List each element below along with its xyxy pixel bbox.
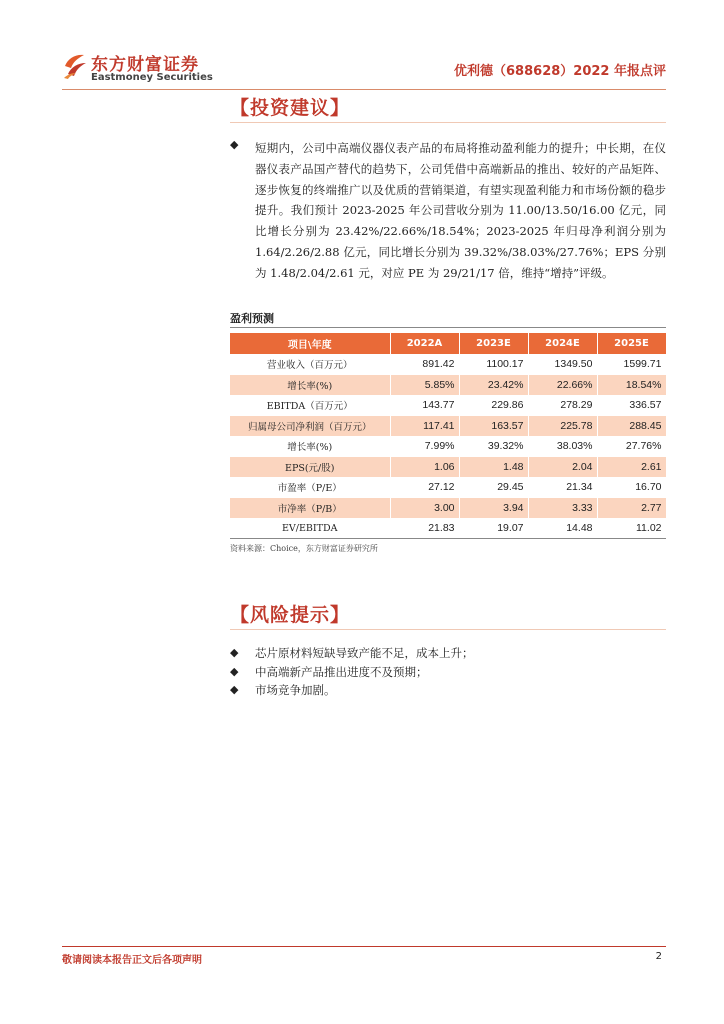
table-cell: 278.29: [528, 395, 597, 416]
investment-paragraph: 短期内，公司中高端仪器仪表产品的布局将推动盈利能力的提升；中长期，在仪器仪表产品国产替代的趋势下，公司凭借中高端新品的推出、较好的产品矩阵、逐步恢复的终端推广以及优质的营销渠道，有望实现盈利能力和市场份额的稳步提升。我们预计 2023-2025 年公司营收分别为 11.00/13.50/16.00 亿元，同比增长分别为 23.42%/22.66%/18.54%；2023-2025 年归母净利润分别为 1.64/2.26/2.88 亿元，同比增长分别为 39.32%/38.03%/27.76%；EPS 分别为 1.48/2.04/2.61 元，对应 PE 为 29/21/17 倍，维持“增持”评级。: [255, 141, 666, 280]
table-row: [230, 354, 666, 375]
brand-logo: [62, 48, 212, 88]
table-row: [230, 477, 666, 498]
table-cell: 19.07: [459, 518, 528, 539]
disclaimer-note: 敬请阅读本报告正文后各项声明: [62, 955, 202, 966]
list-item: [230, 663, 666, 682]
table-cell: 2.04: [528, 457, 597, 478]
header-divider: [62, 89, 666, 90]
table-cell: 14.48: [528, 518, 597, 539]
table-row: [230, 498, 666, 519]
table-cell: 27.12: [390, 477, 459, 498]
table-cell: 163.57: [459, 416, 528, 437]
eastmoney-logo-icon: [62, 52, 88, 80]
row-label: EPS(元/股): [230, 457, 390, 478]
table-bottom-divider: [230, 538, 666, 539]
column-header: 2025E: [597, 333, 666, 354]
table-cell: 3.94: [459, 498, 528, 519]
table-cell: 29.45: [459, 477, 528, 498]
table-cell: 1.06: [390, 457, 459, 478]
risk-item-text: 芯片原材料短缺导致产能不足，成本上升；: [255, 646, 474, 660]
table-cell: 27.76%: [597, 436, 666, 457]
table-cell: 2.77: [597, 498, 666, 519]
table-cell: 38.03%: [528, 436, 597, 457]
table-cell: 117.41: [390, 416, 459, 437]
row-label: 增长率(%): [230, 375, 390, 396]
forecast-table-caption: 盈利预测: [230, 312, 274, 325]
investment-section-divider: [230, 122, 666, 123]
table-top-divider: [230, 327, 666, 328]
table-row: [230, 395, 666, 416]
table-row: [230, 375, 666, 396]
row-label: 市净率（P/B）: [230, 498, 390, 519]
column-header: 2023E: [459, 333, 528, 354]
table-cell: 16.70: [597, 477, 666, 498]
table-cell: 39.32%: [459, 436, 528, 457]
brand-name-cn: 东方财富证券: [91, 55, 199, 75]
table-cell: 288.45: [597, 416, 666, 437]
row-label: 营业收入（百万元）: [230, 354, 390, 375]
row-label: EV/EBITDA: [230, 518, 390, 539]
table-cell: 23.42%: [459, 375, 528, 396]
table-cell: 21.34: [528, 477, 597, 498]
forecast-table: [230, 333, 667, 539]
column-header: 2024E: [528, 333, 597, 354]
risk-section-divider: [230, 629, 666, 630]
table-cell: 1349.50: [528, 354, 597, 375]
table-header-row: [230, 333, 666, 354]
risk-section-title: 【风险提示】: [230, 604, 351, 626]
list-item: [230, 644, 666, 663]
table-cell: 11.02: [597, 518, 666, 539]
table-source-note: 资料来源：Choice，东方财富证券研究所: [230, 544, 378, 553]
table-cell: 2.61: [597, 457, 666, 478]
investment-section-title: 【投资建议】: [230, 97, 351, 119]
table-cell: 21.83: [390, 518, 459, 539]
table-cell: 891.42: [390, 354, 459, 375]
table-cell: 3.00: [390, 498, 459, 519]
row-label: 市盈率（P/E）: [230, 477, 390, 498]
column-header: 2022A: [390, 333, 459, 354]
table-cell: 1100.17: [459, 354, 528, 375]
table-cell: 18.54%: [597, 375, 666, 396]
table-cell: 1.48: [459, 457, 528, 478]
table-cell: 22.66%: [528, 375, 597, 396]
row-label: 增长率(%): [230, 436, 390, 457]
list-item: [230, 681, 666, 700]
table-row: [230, 416, 666, 437]
table-cell: 336.57: [597, 395, 666, 416]
diamond-bullet-icon: ◆: [230, 664, 239, 678]
table-cell: 143.77: [390, 395, 459, 416]
table-row: [230, 457, 666, 478]
table-cell: 225.78: [528, 416, 597, 437]
column-header: 项目\年度: [230, 333, 390, 354]
table-cell: 5.85%: [390, 375, 459, 396]
list-item: [230, 138, 666, 284]
diamond-bullet-icon: ◆: [230, 683, 239, 696]
table-row: [230, 518, 666, 539]
footer-divider: [62, 946, 666, 947]
row-label: EBITDA（百万元）: [230, 395, 390, 416]
report-title: 优利德（688628）2022 年报点评: [454, 64, 666, 79]
table-cell: 1599.71: [597, 354, 666, 375]
risk-item-text: 中高端新产品推出进度不及预期；: [255, 664, 428, 679]
page-header: [62, 44, 666, 94]
row-label: 归属母公司净利润（百万元）: [230, 416, 390, 437]
diamond-bullet-icon: ◆: [230, 138, 239, 151]
table-cell: 3.33: [528, 498, 597, 519]
table-cell: 7.99%: [390, 436, 459, 457]
brand-name-en: Eastmoney Securities: [91, 72, 213, 83]
page-number: 2: [655, 951, 662, 962]
table-cell: 229.86: [459, 395, 528, 416]
investment-list: [230, 138, 666, 284]
table-row: [230, 436, 666, 457]
risk-list: [230, 644, 666, 700]
diamond-bullet-icon: ◆: [230, 646, 239, 659]
risk-item-text: 市场竞争加剧。: [255, 683, 336, 697]
